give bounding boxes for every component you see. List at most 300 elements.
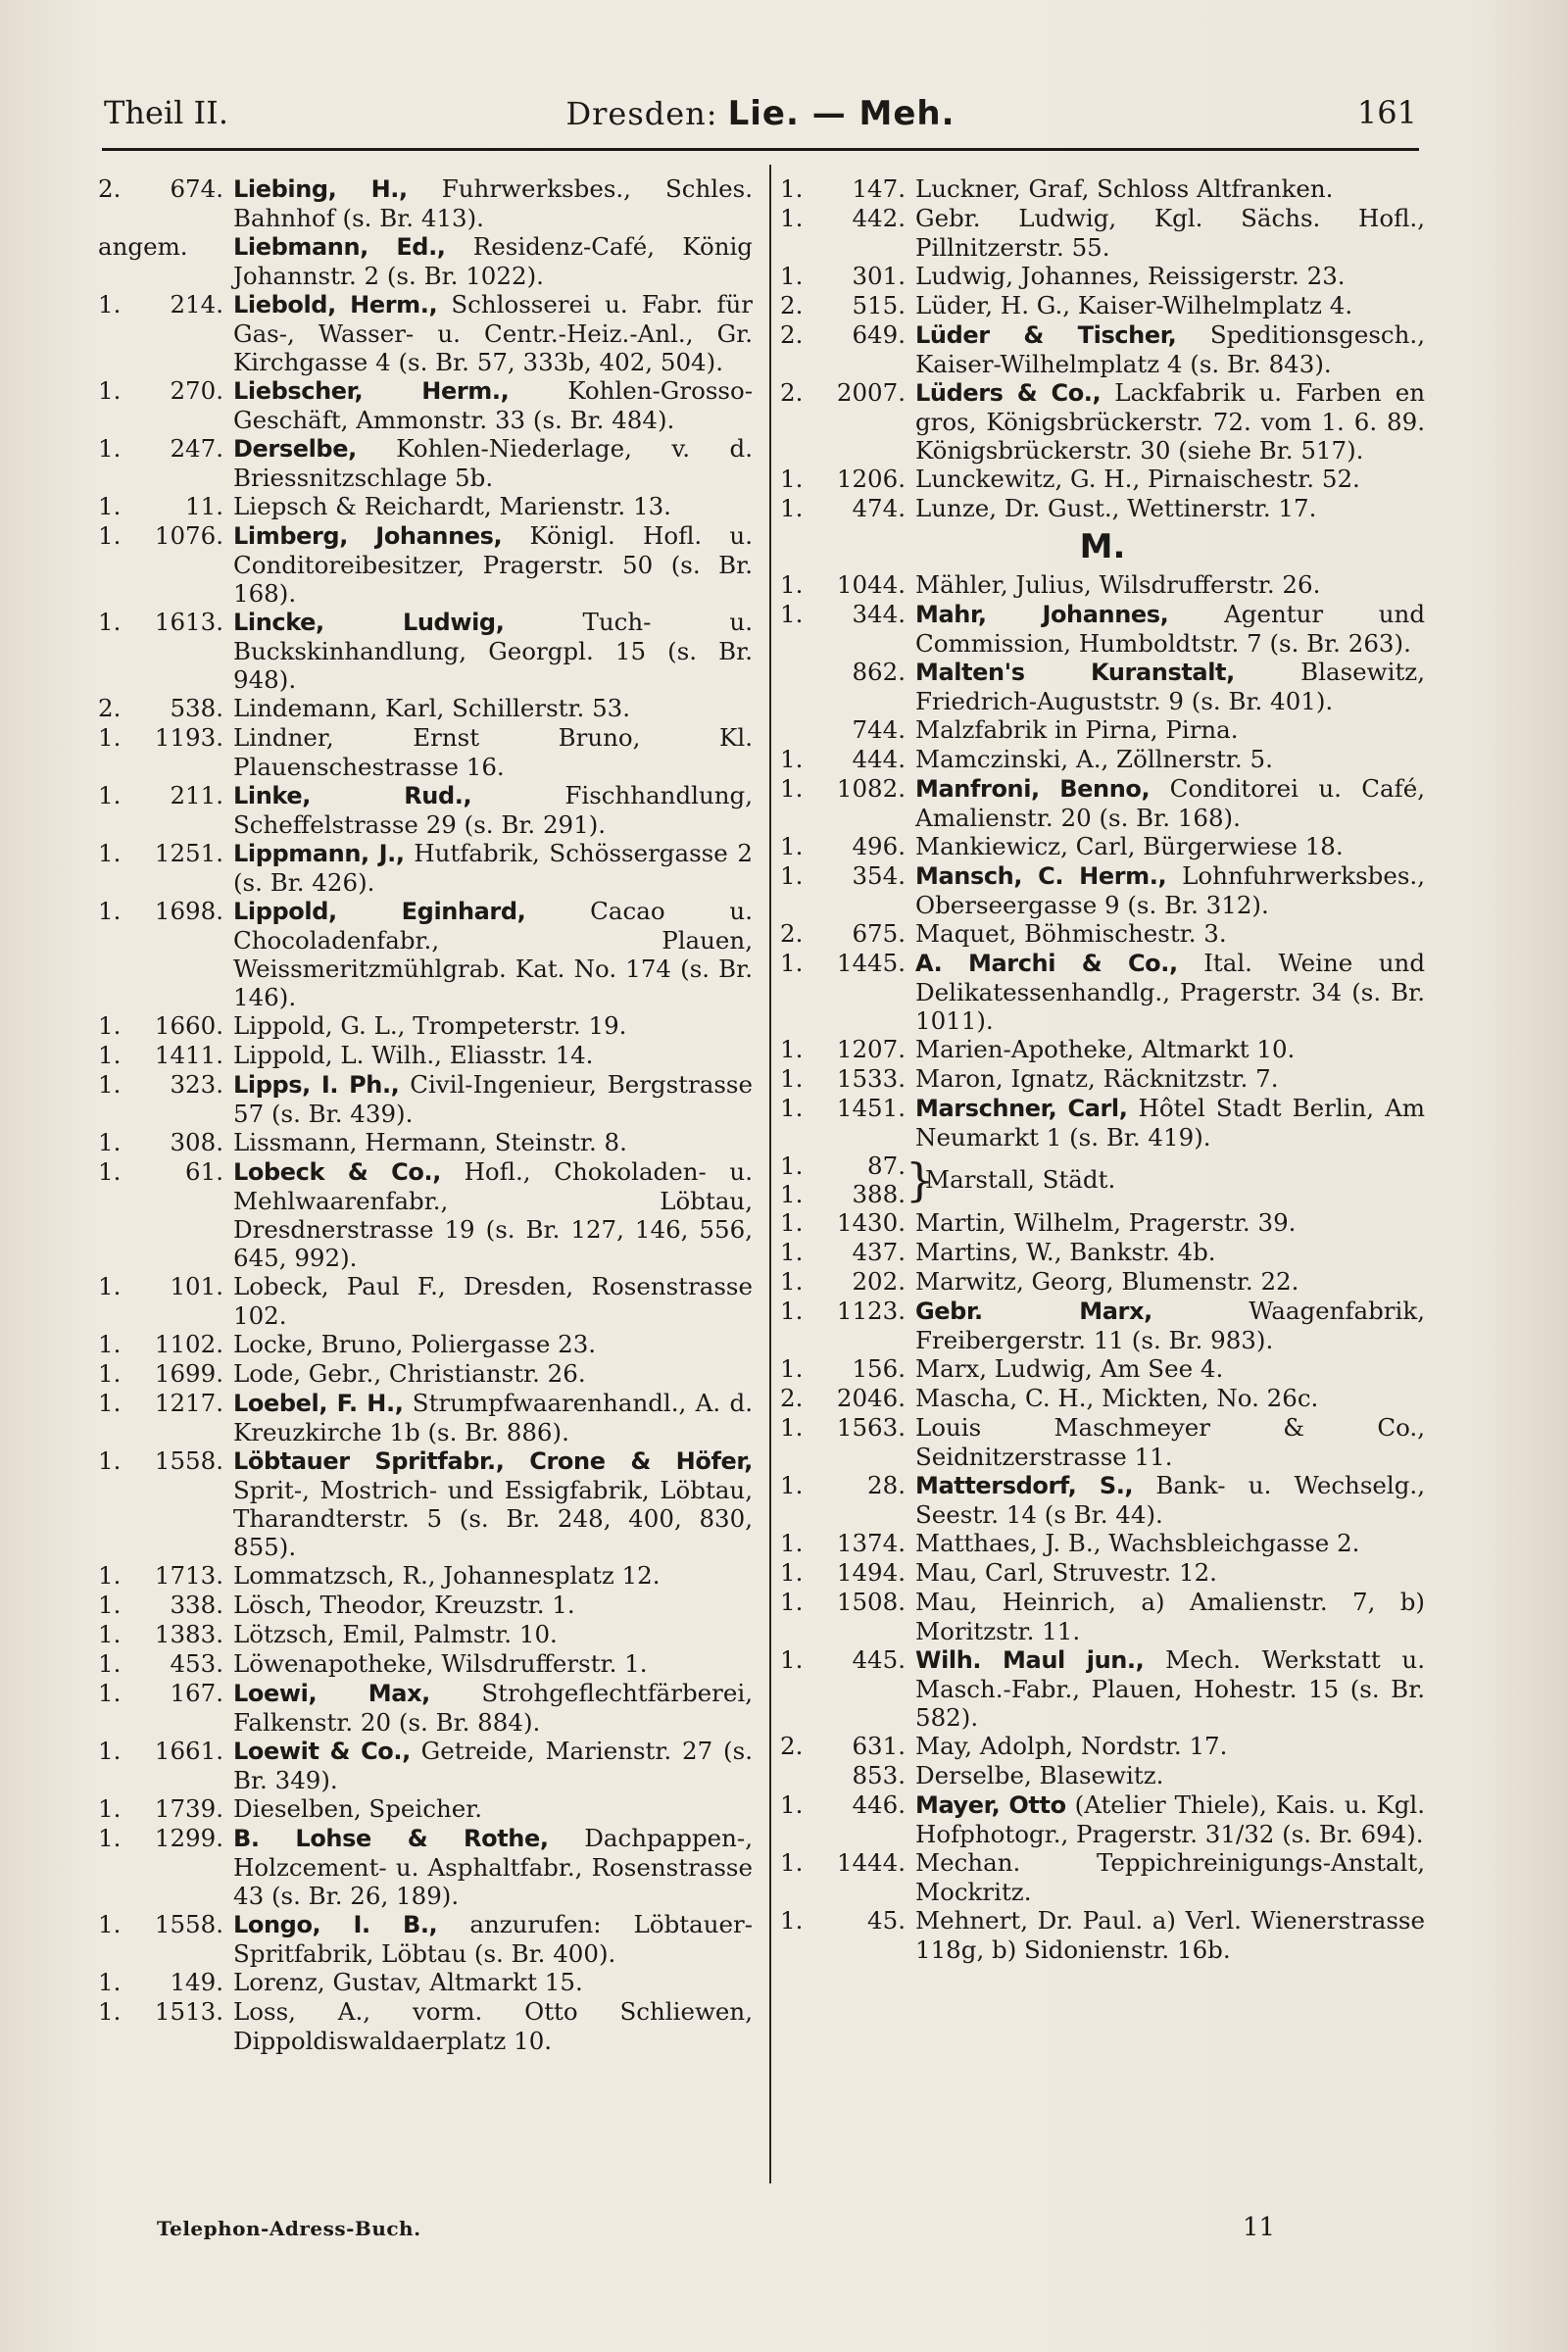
- telephone-number: 11.: [185, 492, 223, 520]
- directory-entry: [780, 715, 1425, 745]
- entry-text: [915, 378, 1425, 465]
- telephone-number: 442.: [852, 204, 906, 232]
- entry-text: [233, 897, 753, 1011]
- exchange-number: 1.: [98, 1620, 122, 1648]
- exchange-number: 1.: [98, 1446, 122, 1475]
- subscriber-details: Kohlen-Grosso-Geschäft, Ammonstr. 33 (s. Br. 484).: [233, 376, 753, 434]
- directory-entry: [98, 1620, 753, 1649]
- exchange-number: 1.: [780, 1297, 804, 1325]
- telephone-number: 674.: [170, 174, 223, 203]
- exchange-number: 1.: [98, 1389, 122, 1417]
- subscriber-details: Mascha, C. H., Mickten, No. 26c.: [915, 1384, 1319, 1412]
- subscriber-details: Gebr. Ludwig, Kgl. Sächs. Hofl., Pillnitzerstr. 55.: [915, 204, 1425, 262]
- entry-text: [233, 521, 753, 608]
- subscriber-details: Maron, Ignatz, Räcknitzstr. 7.: [915, 1064, 1279, 1093]
- subscriber-details: Lunze, Dr. Gust., Wettinerstr. 17.: [915, 494, 1317, 522]
- directory-entry: [98, 1070, 753, 1128]
- telephone-number: 1563.: [836, 1413, 906, 1442]
- telephone-number: 474.: [852, 494, 906, 522]
- entry-text: [233, 1041, 753, 1070]
- exchange-number: 2.: [780, 1732, 804, 1760]
- exchange-number: 1.: [780, 1848, 804, 1877]
- subscriber-name: Lipps, I. Ph.,: [233, 1071, 400, 1099]
- subscriber-details: Luckner, Graf, Schloss Altfranken.: [915, 174, 1334, 203]
- directory-entry: [780, 1790, 1425, 1848]
- exchange-number: angem.: [98, 232, 188, 261]
- exchange-number: 2.: [98, 174, 122, 203]
- right-entries-m: [780, 570, 1425, 1152]
- subscriber-details: Löwenapotheke, Wilsdrufferstr. 1.: [233, 1649, 648, 1678]
- subscriber-details: Blasewitz, Friedrich-Auguststr. 9 (s. Br. 401).: [915, 658, 1425, 715]
- entry-text: [915, 291, 1425, 320]
- directory-entry: [98, 723, 753, 781]
- directory-entry: [98, 839, 753, 897]
- subscriber-name: Lincke, Ludwig,: [233, 609, 505, 636]
- telephone-number: 1123.: [836, 1297, 906, 1325]
- entry-text: [233, 1591, 753, 1620]
- subscriber-name: Mahr, Johannes,: [915, 601, 1169, 628]
- subscriber-details: Mau, Heinrich, a) Amalienstr. 7, b) Moritzstr. 11.: [915, 1588, 1425, 1645]
- entry-text: [915, 1848, 1425, 1906]
- subscriber-name: Lippold, Eginhard,: [233, 898, 526, 925]
- directory-entry: [780, 1413, 1425, 1471]
- subscriber-details: Mehnert, Dr. Paul. a) Verl. Wienerstrasse 118g, b) Sidonienstr. 16b.: [915, 1906, 1425, 1964]
- entry-text: [915, 1906, 1425, 1964]
- subscriber-details: Marien-Apotheke, Altmarkt 10.: [915, 1035, 1296, 1063]
- telephone-number: 338.: [170, 1591, 223, 1619]
- entry-text: [233, 1561, 753, 1591]
- footer-signature: 11: [1243, 2213, 1276, 2242]
- subscriber-details: Civil-Ingenieur, Bergstrasse 57 (s. Br. 439).: [233, 1070, 753, 1128]
- subscriber-details: Residenz-Café, König Johannstr. 2 (s. Br. 1022).: [233, 232, 753, 290]
- subscriber-name: Gebr. Marx,: [915, 1298, 1152, 1325]
- telephone-number: 1660.: [154, 1011, 223, 1040]
- subscriber-details: Conditorei u. Café, Amalienstr. 20 (s. Br. 168).: [915, 774, 1425, 832]
- entry-text: [915, 949, 1425, 1035]
- directory-entry: [98, 1330, 753, 1359]
- entry-text: [915, 1384, 1425, 1413]
- directory-entry: [780, 949, 1425, 1035]
- exchange-number: 1.: [98, 1128, 122, 1156]
- exchange-number: 1.: [780, 465, 804, 493]
- subscriber-details: Lippold, G. L., Trompeterstr. 19.: [233, 1011, 627, 1040]
- exchange-number: 1.: [98, 1910, 122, 1938]
- exchange-number: 1.: [98, 1591, 122, 1619]
- directory-entry: [98, 694, 753, 723]
- subscriber-details: Loss, A., vorm. Otto Schliewen, Dippoldiswaldaerplatz 10.: [233, 1997, 753, 2055]
- exchange-number: 1.: [780, 1906, 804, 1935]
- entry-text: [233, 1128, 753, 1157]
- subscriber-details: Lötzsch, Emil, Palmstr. 10.: [233, 1620, 558, 1648]
- exchange-number: 1.: [98, 1272, 122, 1300]
- entry-text: [915, 1297, 1425, 1354]
- directory-entry: [98, 1446, 753, 1561]
- subscriber-details: Lippold, L. Wilh., Eliasstr. 14.: [233, 1041, 594, 1069]
- page-number: 161: [1356, 94, 1417, 131]
- directory-entry: [98, 1968, 753, 1997]
- subscriber-name: Loewi, Max,: [233, 1680, 430, 1707]
- entry-text: [233, 1359, 753, 1389]
- exchange-number: 1.: [780, 949, 804, 977]
- entry-text: [915, 1267, 1425, 1297]
- subscriber-details: Ludwig, Johannes, Reissigerstr. 23.: [915, 262, 1346, 290]
- telephone-number: 2007.: [836, 378, 906, 407]
- subscriber-details: Fuhrwerksbes., Schles. Bahnhof (s. Br. 413).: [233, 174, 753, 232]
- directory-entry: [780, 1267, 1425, 1297]
- page-header: [104, 94, 1417, 143]
- directory-entry: [98, 1128, 753, 1157]
- directory-entry: [780, 1761, 1425, 1790]
- exchange-number: 1.: [780, 861, 804, 890]
- entry-text: [233, 781, 753, 839]
- entry-text: [915, 832, 1425, 861]
- subscriber-details: Dieselben, Speicher.: [233, 1794, 483, 1823]
- subscriber-details: Bank- u. Wechselg., Seestr. 14 (s Br. 44).: [915, 1471, 1425, 1529]
- exchange-number: 1.: [780, 1645, 804, 1674]
- directory-entry: [98, 608, 753, 694]
- telephone-number: 1383.: [154, 1620, 223, 1648]
- telephone-number: 1445.: [836, 949, 906, 977]
- entry-text: [233, 492, 753, 521]
- entry-text: [233, 1272, 753, 1330]
- telephone-number: 744.: [852, 715, 906, 744]
- entry-text: [233, 1997, 753, 2055]
- telephone-number: 1494.: [836, 1558, 906, 1587]
- subscriber-details: Waagenfabrik, Freibergerstr. 11 (s. Br. 983).: [915, 1297, 1425, 1354]
- telephone-number: 1217.: [154, 1389, 223, 1417]
- exchange-number: 1.: [780, 570, 804, 599]
- entry-text: [915, 919, 1425, 949]
- exchange-number: 1.: [780, 494, 804, 522]
- exchange-number: 1.: [98, 1157, 122, 1186]
- subscriber-details: Malzfabrik in Pirna, Pirna.: [915, 715, 1239, 744]
- exchange-number: 1.: [780, 1267, 804, 1296]
- directory-entry: [98, 1041, 753, 1070]
- exchange-number: 1.: [780, 1588, 804, 1616]
- directory-entry: [98, 1157, 753, 1272]
- subscriber-details: Agentur und Commission, Humboldtstr. 7 (s. Br. 263).: [915, 600, 1426, 658]
- subscriber-name: Liebold, Herm.,: [233, 291, 438, 318]
- subscriber-details: Tuch- u. Buckskinhandlung, Georgpl. 15 (s. Br. 948).: [233, 608, 753, 694]
- entry-text: [233, 1446, 753, 1561]
- exchange-number: 1.: [780, 600, 804, 628]
- exchange-number: 1.: [98, 1794, 122, 1823]
- telephone-number: 149.: [170, 1968, 223, 1996]
- telephone-number: 301.: [852, 262, 906, 290]
- subscriber-details: Speditionsgesch., Kaiser-Wilhelmplatz 4 (s. Br. 843).: [915, 320, 1425, 378]
- telephone-number: 1430.: [836, 1208, 906, 1237]
- telephone-number: 1508.: [836, 1588, 906, 1616]
- entry-text: [915, 1529, 1425, 1558]
- exchange-number: 1.: [98, 608, 122, 636]
- subscriber-name: Liebing, H.,: [233, 175, 408, 203]
- subscriber-details: Königl. Hofl. u. Conditoreibesitzer, Pragerstr. 50 (s. Br. 168).: [233, 521, 753, 608]
- subscriber-name: Mayer, Otto: [915, 1791, 1066, 1819]
- part-label: Theil II.: [104, 94, 228, 131]
- subscriber-details: Mech. Werkstatt u. Masch.-Fabr., Plauen, Hohestr. 15 (s. Br. 582).: [915, 1645, 1425, 1732]
- entry-text: [233, 1330, 753, 1359]
- directory-entry: [98, 1272, 753, 1330]
- subscriber-name: Lüders & Co.,: [915, 379, 1102, 407]
- exchange-number: 2.: [98, 694, 122, 722]
- entry-text: [233, 232, 753, 290]
- telephone-number: 1613.: [154, 608, 223, 636]
- directory-entry: [98, 897, 753, 1011]
- telephone-number: 1082.: [836, 774, 906, 803]
- entry-text: [233, 1794, 753, 1824]
- telephone-number: 45.: [867, 1906, 906, 1935]
- telephone-number: 202.: [852, 1267, 906, 1296]
- subscriber-details: Marwitz, Georg, Blumenstr. 22.: [915, 1267, 1299, 1296]
- entry-text: [233, 723, 753, 781]
- exchange-number: 1.: [780, 1035, 804, 1063]
- telephone-number: 2046.: [836, 1384, 906, 1412]
- exchange-number: 1.: [98, 434, 122, 463]
- directory-entry: [780, 600, 1425, 658]
- subscriber-details: Kohlen-Niederlage, v. d. Briessnitzschlage 5b.: [233, 434, 753, 492]
- subscriber-details: Hofl., Chokoladen- u. Mehlwaarenfabr., Löbtau, Dresdnerstrasse 19 (s. Br. 127, 146, 556, 645, 992).: [233, 1157, 753, 1272]
- exchange-number: 1.: [780, 1064, 804, 1093]
- directory-entry: [780, 570, 1425, 600]
- subscriber-details: anzurufen: Löbtauer-Spritfabrik, Löbtau (s. Br. 400).: [233, 1910, 753, 1968]
- exchange-number: 2.: [780, 291, 804, 319]
- subscriber-details: Fischhandlung, Scheffelstrasse 29 (s. Br. 291).: [233, 781, 753, 839]
- telephone-number: 1207.: [836, 1035, 906, 1063]
- exchange-number: 1.: [98, 839, 122, 867]
- subscriber-details: Lackfabrik u. Farben en gros, Königsbrückerstr. 72. vom 1. 6. 89. Königsbrückerstr. 30 (siehe Br. 517).: [915, 378, 1425, 465]
- exchange-number: 1.: [98, 376, 122, 405]
- telephone-number: 1699.: [154, 1359, 223, 1388]
- telephone-number: 1739.: [154, 1794, 223, 1823]
- entry-text: [915, 745, 1425, 774]
- entry-text: [915, 1035, 1425, 1064]
- entry-text: [233, 1737, 753, 1794]
- exchange-number: 1.: [780, 1180, 804, 1208]
- exchange-number: 1.: [780, 1094, 804, 1122]
- subscriber-name: Lobeck & Co.,: [233, 1158, 441, 1186]
- entry-text: [233, 839, 753, 897]
- right-entries-m-cont: [780, 1208, 1425, 1964]
- telephone-number: 1076.: [154, 521, 223, 550]
- telephone-number: 1533.: [836, 1064, 906, 1093]
- entry-text: [915, 1645, 1425, 1732]
- subscriber-details: Martins, W., Bankstr. 4b.: [915, 1238, 1216, 1266]
- subscriber-details: Locke, Bruno, Poliergasse 23.: [233, 1330, 597, 1358]
- subscriber-details: Lindemann, Karl, Schillerstr. 53.: [233, 694, 631, 722]
- directory-entry: [98, 1997, 753, 2055]
- directory-entry: [780, 291, 1425, 320]
- directory-entry: [780, 1848, 1425, 1906]
- telephone-number: 323.: [170, 1070, 223, 1099]
- exchange-number: 1.: [780, 1413, 804, 1442]
- entry-text: [915, 1064, 1425, 1094]
- entry-text: [233, 1968, 753, 1997]
- subscriber-name: Malten's Kuranstalt,: [915, 659, 1235, 686]
- entry-text: [233, 608, 753, 694]
- telephone-number: 211.: [170, 781, 223, 809]
- subscriber-details: Lüder, H. G., Kaiser-Wilhelmplatz 4.: [915, 291, 1353, 319]
- directory-entry: [780, 861, 1425, 919]
- alphabet-range: Lie. — Meh.: [727, 94, 956, 133]
- telephone-number: 1558.: [154, 1446, 223, 1475]
- subscriber-details: Martin, Wilhelm, Pragerstr. 39.: [915, 1208, 1297, 1237]
- exchange-number: 1.: [98, 1330, 122, 1358]
- directory-entry: [780, 262, 1425, 291]
- entry-text: [915, 570, 1425, 600]
- exchange-number: 2.: [780, 320, 804, 349]
- directory-entry: [780, 1906, 1425, 1964]
- directory-entry: [98, 376, 753, 434]
- directory-entry: [780, 658, 1425, 715]
- exchange-number: 1.: [98, 1359, 122, 1388]
- telephone-number: 61.: [185, 1157, 223, 1186]
- telephone-number: 496.: [852, 832, 906, 860]
- exchange-number: 1.: [780, 1152, 804, 1180]
- subscriber-details: Mankiewicz, Carl, Bürgerwiese 18.: [915, 832, 1344, 860]
- directory-entry: [780, 1588, 1425, 1645]
- directory-entry: [780, 1384, 1425, 1413]
- telephone-number: 147.: [852, 174, 906, 203]
- telephone-number: 388.: [852, 1180, 906, 1208]
- subscriber-name: Mattersdorf, S.,: [915, 1472, 1134, 1499]
- exchange-number: 2.: [780, 1384, 804, 1412]
- telephone-number: 649.: [852, 320, 906, 349]
- entry-text: [915, 715, 1425, 745]
- entry-text: [915, 494, 1425, 523]
- entry-text: [915, 204, 1425, 262]
- exchange-number: 1.: [780, 1529, 804, 1557]
- directory-entry: [98, 1591, 753, 1620]
- exchange-number: 1.: [98, 290, 122, 318]
- subscriber-details: Strumpfwaarenhandl., A. d. Kreuzkirche 1b (s. Br. 886).: [233, 1389, 753, 1446]
- directory-entry: [98, 174, 753, 232]
- city-label: Dresden:: [565, 95, 718, 132]
- subscriber-name: Linke, Rud.,: [233, 782, 472, 809]
- exchange-number: 1.: [98, 1041, 122, 1069]
- directory-entry: [98, 1824, 753, 1910]
- subscriber-name: Lüder & Tischer,: [915, 321, 1177, 349]
- telephone-number: 354.: [852, 861, 906, 890]
- subscriber-details: Dachpappen-, Holzcement- u. Asphaltfabr., Rosenstrasse 43 (s. Br. 26, 189).: [233, 1824, 753, 1910]
- telephone-number: 1044.: [836, 570, 906, 599]
- exchange-number: 1.: [780, 1238, 804, 1266]
- subscriber-details: Hôtel Stadt Berlin, Am Neumarkt 1 (s. Br. 419).: [915, 1094, 1425, 1152]
- telephone-number: 453.: [170, 1649, 223, 1678]
- telephone-number: 1558.: [154, 1910, 223, 1938]
- exchange-number: 1.: [780, 1471, 804, 1499]
- exchange-number: 1.: [780, 774, 804, 803]
- entry-text: [915, 1354, 1425, 1384]
- subscriber-name: Loewit & Co.,: [233, 1738, 411, 1765]
- subscriber-name: Liebscher, Herm.,: [233, 377, 510, 405]
- entry-text: [915, 1790, 1425, 1848]
- telephone-number: 308.: [170, 1128, 223, 1156]
- directory-entry: [98, 1359, 753, 1389]
- entry-text: [915, 174, 1425, 204]
- telephone-number: 167.: [170, 1679, 223, 1707]
- subscriber-name: B. Lohse & Rothe,: [233, 1825, 549, 1852]
- entry-text: [233, 1679, 753, 1737]
- directory-entry: [98, 1561, 753, 1591]
- telephone-number: 1374.: [836, 1529, 906, 1557]
- telephone-number: 446.: [852, 1790, 906, 1819]
- exchange-number: 1.: [98, 521, 122, 550]
- telephone-number: 101.: [170, 1272, 223, 1300]
- directory-entry: [780, 832, 1425, 861]
- directory-entry: [98, 1910, 753, 1968]
- telephone-number: 445.: [852, 1645, 906, 1674]
- entry-text: [915, 1094, 1425, 1152]
- exchange-number: 1.: [98, 897, 122, 925]
- telephone-number: 1713.: [154, 1561, 223, 1590]
- directory-entry: [780, 1529, 1425, 1558]
- directory-entry: [780, 1297, 1425, 1354]
- entry-text: [233, 290, 753, 376]
- directory-entry: [98, 521, 753, 608]
- subscriber-details: Derselbe, Blasewitz.: [915, 1761, 1164, 1789]
- exchange-number: 1.: [98, 492, 122, 520]
- exchange-number: 1.: [98, 1649, 122, 1678]
- directory-entry: [780, 1471, 1425, 1529]
- subscriber-details: Mechan. Teppichreinigungs-Anstalt, Mockritz.: [915, 1848, 1425, 1906]
- subscriber-details: Hutfabrik, Schössergasse 2 (s. Br. 426).: [233, 839, 753, 897]
- telephone-number: 344.: [852, 600, 906, 628]
- subscriber-name: Löbtauer Spritfabr., Crone & Höfer,: [233, 1447, 753, 1475]
- page-title: [104, 94, 1417, 133]
- directory-entry: [780, 1732, 1425, 1761]
- subscriber-name: Loebel, F. H.,: [233, 1390, 404, 1417]
- telephone-number: 28.: [867, 1471, 906, 1499]
- entry-text: [915, 320, 1425, 378]
- entry-text: [233, 1389, 753, 1446]
- directory-entry: [780, 745, 1425, 774]
- entry-text: [233, 1620, 753, 1649]
- telephone-number: 444.: [852, 745, 906, 773]
- subscriber-name: Marschner, Carl,: [915, 1095, 1128, 1122]
- exchange-number: 2.: [780, 378, 804, 407]
- entry-text: [233, 1649, 753, 1679]
- exchange-number: 1.: [780, 204, 804, 232]
- entry-text: [233, 1011, 753, 1041]
- directory-entry: [98, 1794, 753, 1824]
- entry-text: [233, 434, 753, 492]
- right-entries-l: [780, 174, 1425, 523]
- entry-text: [915, 262, 1425, 291]
- subscriber-name: Longo, I. B.,: [233, 1911, 438, 1938]
- exchange-number: 1.: [780, 832, 804, 860]
- entry-text: [233, 1070, 753, 1128]
- directory-entry: [780, 1208, 1425, 1238]
- subscriber-details: (Atelier Thiele), Kais. u. Kgl. Hofphotogr., Pragerstr. 31/32 (s. Br. 694).: [915, 1790, 1426, 1848]
- telephone-number: 1698.: [154, 897, 223, 925]
- exchange-number: 1.: [98, 781, 122, 809]
- telephone-number: 1513.: [154, 1997, 223, 2026]
- subscriber-details: Lohnfuhrwerksbes., Oberseergasse 9 (s. Br. 312).: [915, 861, 1425, 919]
- entry-text: [915, 774, 1425, 832]
- brace-glyph: }: [906, 1153, 935, 1206]
- subscriber-name: Mansch, C. Herm.,: [915, 862, 1167, 890]
- directory-entry: [780, 465, 1425, 494]
- entry-text: [915, 1761, 1425, 1790]
- telephone-number: 1451.: [836, 1094, 906, 1122]
- exchange-number: 1.: [98, 1824, 122, 1852]
- entry-text: [915, 861, 1425, 919]
- right-column: [780, 174, 1425, 1964]
- directory-entry: [780, 320, 1425, 378]
- entry-text: [233, 174, 753, 232]
- entry-text: [233, 694, 753, 723]
- telephone-number: 214.: [170, 290, 223, 318]
